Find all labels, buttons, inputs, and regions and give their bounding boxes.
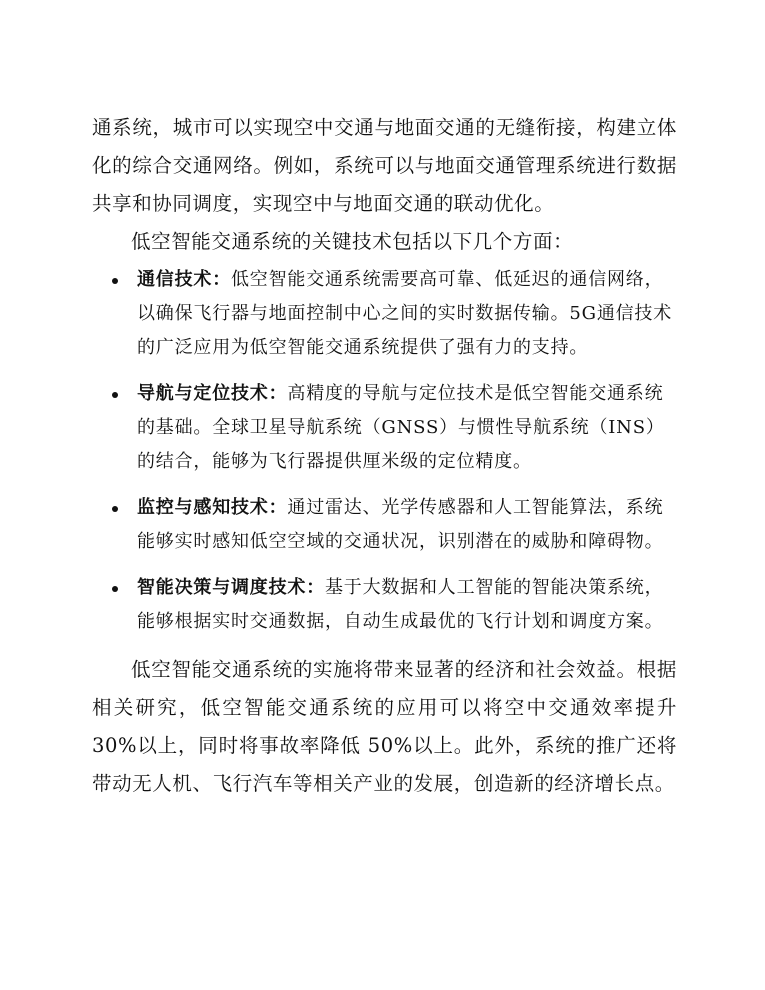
list-item-text: 基于大数据和人工智能的智能决策系统，能够根据实时交通数据，自动生成最优的飞行计划和调度方案。 (137, 577, 664, 632)
document-page (92, 109, 677, 803)
bullet-dot-icon (112, 506, 118, 512)
list-item-term: 通信技术： (137, 269, 231, 290)
list-item (92, 491, 677, 559)
list-item-term: 导航与定位技术： (137, 383, 288, 404)
list-item (92, 377, 677, 479)
key-tech-list (92, 263, 677, 639)
bullet-dot-icon (112, 392, 118, 398)
paragraph-integration: 通系统，城市可以实现空中交通与地面交通的无缝衔接，构建立体化的综合交通网络。例如，系统可以与地面交通管理系统进行数据共享和协同调度，实现空中与地面交通的联动优化。 (92, 116, 677, 215)
paragraph-key-tech-intro: 低空智能交通系统的关键技术包括以下几个方面： (131, 230, 574, 253)
list-item-text: 低空智能交通系统需要高可靠、低延迟的通信网络，以确保飞行器与地面控制中心之间的实时数据传输。5G通信技术的广泛应用为低空智能交通系统提供了强有力的支持。 (137, 269, 673, 358)
list-item-text: 通过雷达、光学传感器和人工智能算法，系统能够实时感知低空空域的交通状况，识别潜在的威胁和障碍物。 (137, 497, 664, 552)
list-item-term: 智能决策与调度技术： (137, 577, 325, 598)
list-item-term: 监控与感知技术： (137, 497, 288, 518)
list-item (92, 263, 677, 365)
list-item-text: 高精度的导航与定位技术是低空智能交通系统的基础。全球卫星导航系统（GNSS）与惯性导航系统（INS）的结合，能够为飞行器提供厘米级的定位精度。 (137, 383, 665, 472)
paragraph-benefits: 低空智能交通系统的实施将带来显著的经济和社会效益。根据相关研究，低空智能交通系统的应用可以将空中交通效率提升 30%以上，同时将事故率降低 50%以上。此外，系统的推广还将带动无人机、飞行汽车等相关产业的发展，创造新的经济增长点。 (92, 658, 677, 795)
bullet-dot-icon (112, 586, 118, 592)
bullet-dot-icon (112, 278, 118, 284)
list-item (92, 571, 677, 639)
